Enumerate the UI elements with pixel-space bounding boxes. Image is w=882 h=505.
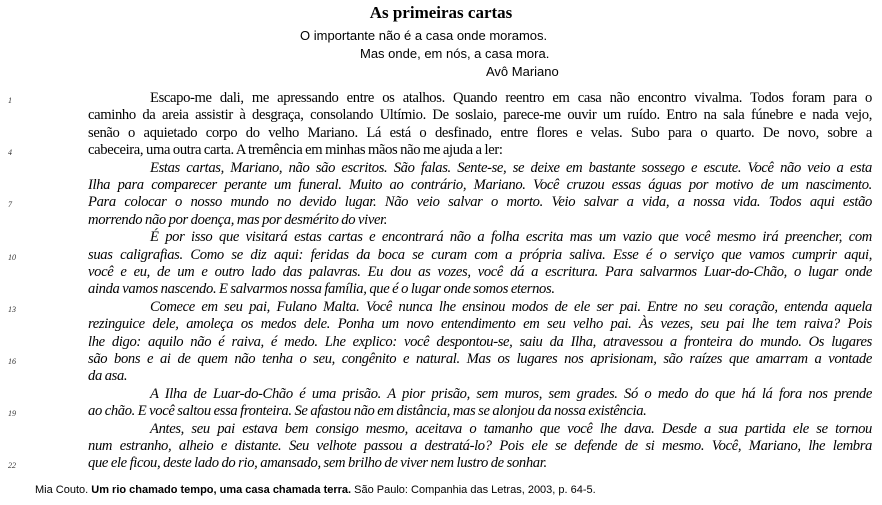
- text-line: Ilha para comparecer perante um funeral. Muito ao contrário, Mariano. Você cruzou essas águas por motivo de um nascimento.: [88, 177, 872, 193]
- text-line: da asa.: [88, 368, 128, 385]
- line-number: 1: [8, 96, 12, 105]
- text-line: num estranho, alheio e distante. Seu velhote passou a destratá-lo? Pois ele se defende de si mesmo. Você, Mariano, lhe lembra: [88, 438, 872, 454]
- text-line: cabeceira, uma outra carta. A tremência em minhas mãos não me ajuda a ler:: [88, 142, 503, 159]
- epigraph-author: Avô Mariano: [486, 64, 559, 79]
- text-line: rezinguice dele, amoleça os medos dele. Ponha um novo entendimento em seu velho pai. Às vezes, seu pai lhe tem raiva? Pois: [88, 316, 872, 333]
- line-number: 13: [8, 304, 16, 314]
- text-line: Para colocar o nosso mundo no devido lugar. Não veio salvar o morto. Veio salvar a vida, a nossa vida. Todos aqui estão: [88, 194, 872, 211]
- source-citation: [35, 484, 596, 496]
- line-number: 4: [8, 148, 12, 158]
- line-number: 22: [8, 461, 16, 471]
- epigraph-line-1: O importante não é a casa onde moramos.: [300, 28, 548, 43]
- text-line: Escapo-me dali, me apressando entre os atalhos. Quando reentro em casa não encontro vivalma. Todos foram para o: [150, 90, 872, 106]
- text-line: Antes, seu pai estava bem consigo mesmo, aceitava o tamanho que você lhe dava. Desde a sua partida ele se tornou: [150, 420, 872, 437]
- line-number: 19: [8, 409, 16, 419]
- text-line: ainda vamos nascendo. E salvarmos nossa família, que é o lugar onde somos eternos.: [88, 281, 555, 298]
- citation-work: Um rio chamado tempo, uma casa chamada terra.: [91, 484, 352, 496]
- text-line: ao chão. E você saltou essa fronteira. Se afastou não em distância, mas se alonjou da nossa existência.: [88, 403, 647, 420]
- line-number: 16: [8, 357, 16, 366]
- text-line: É por isso que visitará estas cartas e encontrará não a folha escrita mas um vazio que você mesmo irá preencher, com: [150, 229, 872, 246]
- text-line: lhe digo: aquilo não é raiva, é medo. Lhe explico: você despontou-se, saiu da Ilha, atravessou a fronteira do mundo. Os lugares: [88, 333, 872, 350]
- citation-publisher: São Paulo: Companhia das Letras, 2003, p. 64-5.: [354, 484, 596, 496]
- line-number: 7: [8, 200, 12, 210]
- text-line: Comece em seu pai, Fulano Malta. Você nunca lhe ensinou modos de ele ser pai. Entre no seu coração, entenda aquela: [150, 298, 872, 315]
- text-line: morrendo não por doença, mas por desmérito do viver.: [88, 211, 388, 228]
- text-line: senão o aquietado corpo do velho Mariano. Lá está o desfinado, entre flores e velas. Subo para o quarto. De novo, sobre a: [88, 124, 872, 141]
- text-line: caminho da areia assistir à desgraça, consolando Ultímio. De soslaio, parece-me ouvir um ruído. Entro na sala fúnebre e nada vejo,: [88, 107, 872, 124]
- text-line: você e eu, de um e outro lado das palavras. Eu dou as vozes, você dá a escritura. Para salvarmos Luar-do-Chão, o lugar onde: [88, 264, 872, 280]
- text-line: suas caligrafias. Como se diz aqui: feridas da boca se curam com a própria saliva. Esse é o serviço que vamos cumprir aqui,: [88, 246, 872, 263]
- line-number: 10: [8, 252, 16, 262]
- text-line: são bons e ai de quem não tenha o seu, congênito e natural. Mas os lugares nos aprisionam, são raízes que amarram a vontade: [88, 351, 872, 367]
- text-line: Estas cartas, Mariano, não são escritos. São falas. Sente-se, se deixe em bastante sossego e escute. Você não veio a esta: [150, 159, 872, 176]
- epigraph-line-2: Mas onde, em nós, a casa mora.: [360, 46, 550, 61]
- text-line: que ele ficou, deste lado do rio, amansado, sem brilho de viver nem lustro de sonhar.: [88, 455, 547, 472]
- text-line: A Ilha de Luar-do-Chão é uma prisão. A pior prisão, sem muros, sem grades. Só o medo do que há lá fora nos prende: [150, 385, 872, 402]
- citation-author: Mia Couto.: [35, 484, 89, 496]
- document-title: As primeiras cartas: [369, 3, 513, 22]
